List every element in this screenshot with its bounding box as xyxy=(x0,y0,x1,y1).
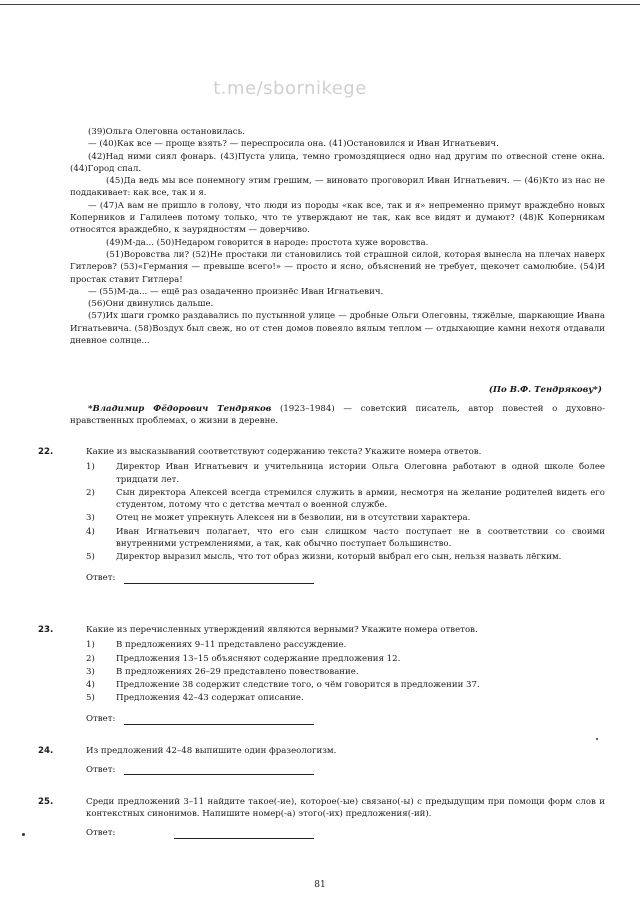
answer-options xyxy=(86,639,605,704)
answer-option xyxy=(86,679,605,691)
author-name: *Владимир Фёдорович Тендряков xyxy=(88,404,272,414)
option-number: 3) xyxy=(86,666,95,677)
option-text: Предложение 38 содержит следствие того, о чём говорится в предложении 37. xyxy=(116,680,480,691)
answer-option xyxy=(86,666,605,678)
option-number: 5) xyxy=(86,552,95,563)
option-text: Директор Иван Игнатьевич и учительница истории Ольга Олеговна работают в одной школе более тридцати лет. xyxy=(116,462,605,485)
answer-option xyxy=(86,487,605,512)
answer-label: Ответ: xyxy=(86,828,116,839)
answer-option xyxy=(86,692,605,704)
source-attribution: (По В.Ф. Тендрякову*) xyxy=(488,385,602,395)
scan-speck xyxy=(22,833,25,836)
passage-paragraph: — (40)Как все — проще взять? — переспросила она. (41)Остановился и Иван Игнатьевич. xyxy=(88,139,499,150)
answer-label: Ответ: xyxy=(86,573,116,584)
watermark-text: t.me/sbornikege xyxy=(213,78,367,99)
passage-paragraph: — (47)А вам не пришло в голову, что люди из породы «как все, так и я» непременно примут враждебно новых Коперников и Галилеев потому только, что те утверждают не так, как все видят и думают? (48)К Коперникам относятся враждебно, к заурядностям — доверчиво. xyxy=(70,200,605,236)
passage-paragraph: (51)Воровства ли? (52)Не простаки ли становились той страшной силой, которая вынесла на плечах наверх Гитлеров? (53)«Германия — превыше всего!» — просто и ясно, объяснений не требует, щекочет самолюбие. (54)И простак ставит Гитлера! xyxy=(70,249,605,285)
scan-speck xyxy=(596,738,598,740)
answer-option xyxy=(86,639,605,651)
option-text: Предложения 42–43 содержат описание. xyxy=(116,693,304,704)
passage-paragraph: (42)Над ними сиял фонарь. (43)Пуста улица, темно громоздящиеся одно над другим по отвесной стене окна. (44)Город спал. xyxy=(70,151,605,174)
option-text: Предложения 13–15 объясняют содержание предложения 12. xyxy=(116,653,401,664)
answer-field[interactable] xyxy=(86,713,605,727)
passage-paragraph: (56)Они двинулись дальше. xyxy=(88,299,214,310)
passage-paragraph: — (55)М-да... — ещё раз озадаченно произнёс Иван Игнатьевич. xyxy=(88,286,384,297)
option-text: Директор выразил мысль, что тот образ жизни, который выбрал его сын, нельзя назвать лёгким. xyxy=(116,552,562,563)
task-number: 22. xyxy=(38,447,54,457)
page-number: 81 xyxy=(314,880,326,890)
option-number: 2) xyxy=(86,653,95,664)
answer-option xyxy=(86,461,605,486)
task-23 xyxy=(38,624,605,727)
task-24 xyxy=(38,745,605,777)
answer-option xyxy=(86,526,605,551)
answer-underline xyxy=(174,838,314,839)
option-text: Отец не может упрекнуть Алексея ни в безволии, ни в отсутствии характера. xyxy=(116,513,471,524)
passage-paragraph: (45)Да ведь мы все понемногу этим грешим, — виновато проговорил Иван Игнатьевич. — (46)Кто из нас не поддакивает: как все, так и я. xyxy=(70,176,605,199)
task-question: Среди предложений 3–11 найдите такое(-ие), которое(-ые) связано(-ы) с предыдущим при помощи форм слов и контекстных синонимов. Напишите номер(-а) этого(-их) предложения(-ий). xyxy=(86,797,605,820)
answer-field[interactable] xyxy=(86,572,605,586)
option-number: 4) xyxy=(86,526,95,537)
answer-label: Ответ: xyxy=(86,765,116,775)
answer-field[interactable] xyxy=(86,827,605,841)
task-number: 25. xyxy=(38,797,54,807)
reading-passage xyxy=(70,126,605,347)
option-text: В предложениях 9–11 представлено рассуждение. xyxy=(116,640,347,651)
task-25 xyxy=(38,796,605,841)
option-number: 1) xyxy=(86,462,95,473)
answer-option xyxy=(86,653,605,665)
task-question: Какие из перечисленных утверждений являются верными? Укажите номера ответов. xyxy=(86,625,478,635)
option-number: 1) xyxy=(86,640,95,651)
answer-option xyxy=(86,512,605,524)
author-description: (1923–1984) — советский писатель, автор повестей о духовно-нравственных проблемах, о жизни в деревне. xyxy=(70,404,605,427)
task-question: Из предложений 42–48 выпишите один фразеологизм. xyxy=(86,746,337,756)
passage-paragraph: (49)М-да... (50)Недаром говорится в народе: простота хуже воровства. xyxy=(106,237,429,248)
passage-paragraph: (57)Их шаги громко раздавались по пустынной улице — дробные Ольги Олеговны, тяжёлые, шаркающие Ивана Игнатьевича. (58)Воздух был свеж, но от стен домов повеяло вялым теплом — отдыхающие камни нехотя отдавали дневное солнце... xyxy=(70,311,605,347)
option-number: 5) xyxy=(86,693,95,704)
answer-field[interactable] xyxy=(86,763,605,777)
top-border-line xyxy=(0,4,640,5)
option-text: Иван Игнатьевич полагает, что его сын слишком часто поступает не в соответствии со своими внутренними устремлениями, а так, как обычно поступает большинство. xyxy=(116,526,605,550)
task-22 xyxy=(38,446,605,586)
option-text: Сын директора Алексей всегда стремился служить в армии, несмотря на желание родителей видеть его студентом, потому что с детства мечтал о военной службе. xyxy=(116,487,605,511)
option-text: В предложениях 26–29 представлено повествование. xyxy=(116,666,359,677)
passage-paragraph: (39)Ольга Олеговна остановилась. xyxy=(88,127,246,137)
option-number: 4) xyxy=(86,680,95,691)
task-number: 23. xyxy=(38,625,54,635)
author-footnote xyxy=(70,403,605,428)
option-number: 2) xyxy=(86,487,95,498)
answer-underline xyxy=(124,724,314,725)
task-number: 24. xyxy=(38,746,54,756)
answer-underline xyxy=(124,774,314,775)
answer-label: Ответ: xyxy=(86,714,116,725)
answer-options xyxy=(86,461,605,563)
task-question: Какие из высказываний соответствуют содержанию текста? Укажите номера ответов. xyxy=(86,447,482,457)
option-number: 3) xyxy=(86,513,95,524)
answer-option xyxy=(86,551,605,563)
answer-underline xyxy=(124,583,314,584)
